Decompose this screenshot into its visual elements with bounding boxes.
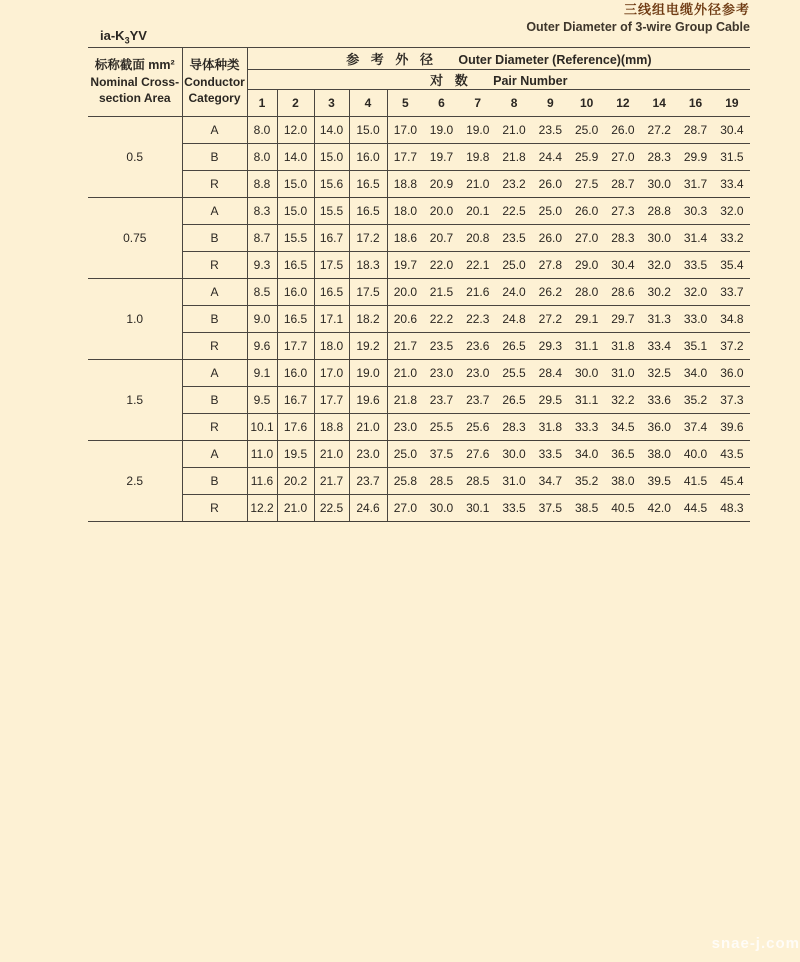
value-cell: 8.3 — [247, 198, 277, 225]
value-cell: 27.5 — [568, 171, 604, 198]
value-cell: 30.0 — [568, 360, 604, 387]
table-row-0.5-B — [88, 144, 750, 171]
value-cell: 28.7 — [605, 171, 641, 198]
table-row-0.75-B — [88, 225, 750, 252]
value-cell: 33.6 — [641, 387, 677, 414]
model-suffix: YV — [129, 28, 147, 43]
category-cell: B — [182, 306, 247, 333]
value-cell: 27.0 — [605, 144, 641, 171]
pair-number-14: 14 — [641, 90, 677, 117]
value-cell: 28.3 — [496, 414, 532, 441]
value-cell: 33.7 — [714, 279, 751, 306]
pair-number-7: 7 — [460, 90, 496, 117]
value-cell: 36.0 — [714, 360, 751, 387]
header-outer-diameter — [247, 48, 750, 70]
value-cell: 31.3 — [641, 306, 677, 333]
value-cell: 24.0 — [496, 279, 532, 306]
value-cell: 19.0 — [349, 360, 387, 387]
value-cell: 32.0 — [677, 279, 713, 306]
value-cell: 31.1 — [568, 333, 604, 360]
value-cell: 21.0 — [277, 495, 314, 522]
header-conductor-en2: Category — [188, 91, 241, 106]
value-cell: 28.6 — [605, 279, 641, 306]
value-cell: 19.7 — [423, 144, 459, 171]
value-cell: 19.0 — [423, 117, 459, 144]
value-cell: 39.6 — [714, 414, 751, 441]
value-cell: 25.0 — [532, 198, 568, 225]
value-cell: 31.0 — [496, 468, 532, 495]
value-cell: 30.3 — [677, 198, 713, 225]
value-cell: 25.5 — [423, 414, 459, 441]
value-cell: 32.5 — [641, 360, 677, 387]
value-cell: 17.5 — [314, 252, 349, 279]
value-cell: 34.8 — [714, 306, 751, 333]
category-cell: A — [182, 441, 247, 468]
header-nominal-zh: 标称截面 mm² — [94, 58, 175, 73]
value-cell: 17.0 — [314, 360, 349, 387]
value-cell: 15.0 — [314, 144, 349, 171]
value-cell: 15.0 — [349, 117, 387, 144]
value-cell: 33.4 — [641, 333, 677, 360]
category-cell: A — [182, 279, 247, 306]
table-row-2.5-A — [88, 441, 750, 468]
value-cell: 27.3 — [605, 198, 641, 225]
value-cell: 26.5 — [496, 333, 532, 360]
value-cell: 18.3 — [349, 252, 387, 279]
value-cell: 31.4 — [677, 225, 713, 252]
pair-number-8: 8 — [496, 90, 532, 117]
value-cell: 23.0 — [349, 441, 387, 468]
value-cell: 23.7 — [423, 387, 459, 414]
category-cell: B — [182, 144, 247, 171]
value-cell: 24.6 — [349, 495, 387, 522]
value-cell: 16.0 — [277, 360, 314, 387]
pair-number-16: 16 — [677, 90, 713, 117]
value-cell: 8.0 — [247, 144, 277, 171]
value-cell: 37.2 — [714, 333, 751, 360]
value-cell: 28.3 — [605, 225, 641, 252]
value-cell: 29.1 — [568, 306, 604, 333]
value-cell: 17.7 — [277, 333, 314, 360]
value-cell: 23.7 — [460, 387, 496, 414]
value-cell: 34.5 — [605, 414, 641, 441]
table-row-0.5-R — [88, 171, 750, 198]
header-nominal-en2: section Area — [98, 91, 171, 106]
value-cell: 30.1 — [460, 495, 496, 522]
model-subscript: 3 — [124, 35, 130, 46]
watermark: snae-j.com — [711, 935, 800, 952]
value-cell: 25.9 — [568, 144, 604, 171]
value-cell: 26.0 — [605, 117, 641, 144]
value-cell: 16.5 — [277, 306, 314, 333]
value-cell: 16.0 — [349, 144, 387, 171]
value-cell: 30.2 — [641, 279, 677, 306]
value-cell: 9.0 — [247, 306, 277, 333]
value-cell: 20.6 — [387, 306, 423, 333]
value-cell: 23.2 — [496, 171, 532, 198]
category-cell: R — [182, 252, 247, 279]
value-cell: 31.1 — [568, 387, 604, 414]
pair-number-5: 5 — [387, 90, 423, 117]
value-cell: 41.5 — [677, 468, 713, 495]
value-cell: 21.0 — [496, 117, 532, 144]
value-cell: 22.0 — [423, 252, 459, 279]
value-cell: 24.8 — [496, 306, 532, 333]
value-cell: 21.7 — [314, 468, 349, 495]
value-cell: 33.5 — [677, 252, 713, 279]
category-cell: B — [182, 468, 247, 495]
value-cell: 26.0 — [532, 225, 568, 252]
value-cell: 38.0 — [605, 468, 641, 495]
value-cell: 36.5 — [605, 441, 641, 468]
table-row-1.5-R — [88, 414, 750, 441]
value-cell: 21.0 — [387, 360, 423, 387]
value-cell: 20.0 — [423, 198, 459, 225]
value-cell: 33.3 — [568, 414, 604, 441]
value-cell: 17.6 — [277, 414, 314, 441]
value-cell: 11.6 — [247, 468, 277, 495]
category-cell: A — [182, 198, 247, 225]
value-cell: 30.0 — [423, 495, 459, 522]
value-cell: 21.0 — [349, 414, 387, 441]
value-cell: 28.5 — [423, 468, 459, 495]
value-cell: 25.5 — [496, 360, 532, 387]
value-cell: 18.8 — [387, 171, 423, 198]
value-cell: 25.0 — [568, 117, 604, 144]
value-cell: 15.5 — [314, 198, 349, 225]
value-cell: 19.8 — [460, 144, 496, 171]
value-cell: 14.0 — [277, 144, 314, 171]
header-row-outer — [88, 48, 750, 70]
value-cell: 40.5 — [605, 495, 641, 522]
value-cell: 15.5 — [277, 225, 314, 252]
category-cell: A — [182, 360, 247, 387]
category-cell: R — [182, 333, 247, 360]
value-cell: 29.7 — [605, 306, 641, 333]
value-cell: 40.0 — [677, 441, 713, 468]
value-cell: 16.5 — [349, 171, 387, 198]
value-cell: 32.0 — [714, 198, 751, 225]
table-row-2.5-R — [88, 495, 750, 522]
value-cell: 26.2 — [532, 279, 568, 306]
header-nominal-cross-section — [88, 48, 182, 117]
value-cell: 22.3 — [460, 306, 496, 333]
value-cell: 27.2 — [532, 306, 568, 333]
value-cell: 30.0 — [641, 171, 677, 198]
value-cell: 28.3 — [641, 144, 677, 171]
pair-number-19: 19 — [714, 90, 751, 117]
header-nominal-en1: Nominal Cross- — [90, 75, 180, 90]
value-cell: 20.7 — [423, 225, 459, 252]
value-cell: 12.0 — [277, 117, 314, 144]
value-cell: 15.0 — [277, 171, 314, 198]
value-cell: 23.0 — [423, 360, 459, 387]
value-cell: 21.6 — [460, 279, 496, 306]
model-prefix: ia-K — [100, 28, 125, 43]
value-cell: 23.6 — [460, 333, 496, 360]
value-cell: 33.5 — [532, 441, 568, 468]
value-cell: 20.8 — [460, 225, 496, 252]
value-cell: 45.4 — [714, 468, 751, 495]
pair-number-1: 1 — [247, 90, 277, 117]
area-cell: 1.5 — [88, 360, 182, 441]
value-cell: 34.0 — [677, 360, 713, 387]
outer-diameter-table — [88, 47, 750, 522]
cable-model-label — [100, 28, 147, 46]
value-cell: 17.7 — [387, 144, 423, 171]
value-cell: 19.0 — [460, 117, 496, 144]
value-cell: 8.0 — [247, 117, 277, 144]
value-cell: 16.5 — [349, 198, 387, 225]
value-cell: 22.2 — [423, 306, 459, 333]
value-cell: 25.8 — [387, 468, 423, 495]
value-cell: 33.5 — [496, 495, 532, 522]
value-cell: 17.0 — [387, 117, 423, 144]
value-cell: 34.0 — [568, 441, 604, 468]
value-cell: 18.0 — [314, 333, 349, 360]
value-cell: 29.5 — [532, 387, 568, 414]
value-cell: 35.2 — [568, 468, 604, 495]
category-cell: R — [182, 495, 247, 522]
value-cell: 20.2 — [277, 468, 314, 495]
value-cell: 17.5 — [349, 279, 387, 306]
value-cell: 17.1 — [314, 306, 349, 333]
value-cell: 42.0 — [641, 495, 677, 522]
value-cell: 19.5 — [277, 441, 314, 468]
value-cell: 39.5 — [641, 468, 677, 495]
value-cell: 12.2 — [247, 495, 277, 522]
value-cell: 20.0 — [387, 279, 423, 306]
header-conductor-category — [182, 48, 247, 117]
value-cell: 25.6 — [460, 414, 496, 441]
value-cell: 31.8 — [532, 414, 568, 441]
value-cell: 33.2 — [714, 225, 751, 252]
value-cell: 30.0 — [496, 441, 532, 468]
value-cell: 28.8 — [641, 198, 677, 225]
value-cell: 17.2 — [349, 225, 387, 252]
value-cell: 36.0 — [641, 414, 677, 441]
table-row-1.0-A — [88, 279, 750, 306]
value-cell: 23.5 — [423, 333, 459, 360]
header-pair-number-zh: 对 数 — [430, 73, 472, 88]
value-cell: 11.0 — [247, 441, 277, 468]
table-row-1.0-B — [88, 306, 750, 333]
value-cell: 22.1 — [460, 252, 496, 279]
value-cell: 26.0 — [532, 171, 568, 198]
value-cell: 37.5 — [532, 495, 568, 522]
value-cell: 8.7 — [247, 225, 277, 252]
value-cell: 19.7 — [387, 252, 423, 279]
value-cell: 18.2 — [349, 306, 387, 333]
value-cell: 23.7 — [349, 468, 387, 495]
value-cell: 31.7 — [677, 171, 713, 198]
header-pair-number-en: Pair Number — [493, 74, 568, 88]
category-cell: B — [182, 225, 247, 252]
value-cell: 25.0 — [496, 252, 532, 279]
value-cell: 35.4 — [714, 252, 751, 279]
value-cell: 37.3 — [714, 387, 751, 414]
table-row-0.75-A — [88, 198, 750, 225]
value-cell: 9.3 — [247, 252, 277, 279]
table-row-1.5-B — [88, 387, 750, 414]
value-cell: 29.3 — [532, 333, 568, 360]
category-cell: R — [182, 171, 247, 198]
pair-number-4: 4 — [349, 90, 387, 117]
pair-number-10: 10 — [568, 90, 604, 117]
value-cell: 30.4 — [605, 252, 641, 279]
value-cell: 30.4 — [714, 117, 751, 144]
value-cell: 31.8 — [605, 333, 641, 360]
category-cell: B — [182, 387, 247, 414]
page-header — [526, 2, 750, 36]
value-cell: 26.0 — [568, 198, 604, 225]
value-cell: 33.0 — [677, 306, 713, 333]
value-cell: 9.1 — [247, 360, 277, 387]
table-row-1.0-R — [88, 333, 750, 360]
value-cell: 31.0 — [605, 360, 641, 387]
value-cell: 21.7 — [387, 333, 423, 360]
value-cell: 16.0 — [277, 279, 314, 306]
value-cell: 16.5 — [314, 279, 349, 306]
value-cell: 19.2 — [349, 333, 387, 360]
value-cell: 18.0 — [387, 198, 423, 225]
area-cell: 0.5 — [88, 117, 182, 198]
value-cell: 16.5 — [277, 252, 314, 279]
value-cell: 31.5 — [714, 144, 751, 171]
value-cell: 23.0 — [460, 360, 496, 387]
value-cell: 18.8 — [314, 414, 349, 441]
value-cell: 27.2 — [641, 117, 677, 144]
category-cell: R — [182, 414, 247, 441]
pair-number-9: 9 — [532, 90, 568, 117]
value-cell: 22.5 — [314, 495, 349, 522]
value-cell: 48.3 — [714, 495, 751, 522]
value-cell: 9.5 — [247, 387, 277, 414]
value-cell: 34.7 — [532, 468, 568, 495]
table-row-2.5-B — [88, 468, 750, 495]
value-cell: 28.0 — [568, 279, 604, 306]
value-cell: 20.1 — [460, 198, 496, 225]
table-row-0.75-R — [88, 252, 750, 279]
value-cell: 18.6 — [387, 225, 423, 252]
value-cell: 16.7 — [277, 387, 314, 414]
header-pair-number — [247, 70, 750, 90]
value-cell: 29.9 — [677, 144, 713, 171]
value-cell: 14.0 — [314, 117, 349, 144]
pair-number-3: 3 — [314, 90, 349, 117]
value-cell: 23.0 — [387, 414, 423, 441]
value-cell: 32.0 — [641, 252, 677, 279]
value-cell: 27.6 — [460, 441, 496, 468]
value-cell: 15.6 — [314, 171, 349, 198]
area-cell: 1.0 — [88, 279, 182, 360]
pair-number-6: 6 — [423, 90, 459, 117]
value-cell: 22.5 — [496, 198, 532, 225]
table-row-1.5-A — [88, 360, 750, 387]
value-cell: 28.5 — [460, 468, 496, 495]
category-cell: A — [182, 117, 247, 144]
value-cell: 27.0 — [568, 225, 604, 252]
value-cell: 35.2 — [677, 387, 713, 414]
value-cell: 35.1 — [677, 333, 713, 360]
value-cell: 26.5 — [496, 387, 532, 414]
value-cell: 23.5 — [496, 225, 532, 252]
value-cell: 27.0 — [387, 495, 423, 522]
table-header — [88, 48, 750, 117]
header-conductor-zh: 导体种类 — [189, 58, 240, 73]
value-cell: 21.5 — [423, 279, 459, 306]
value-cell: 9.6 — [247, 333, 277, 360]
value-cell: 44.5 — [677, 495, 713, 522]
table-row-0.5-A — [88, 117, 750, 144]
header-conductor-en1: Conductor — [184, 75, 245, 90]
value-cell: 24.4 — [532, 144, 568, 171]
value-cell: 37.4 — [677, 414, 713, 441]
header-outer-diameter-en: Outer Diameter (Reference)(mm) — [458, 53, 652, 67]
value-cell: 19.6 — [349, 387, 387, 414]
value-cell: 30.0 — [641, 225, 677, 252]
value-cell: 21.8 — [387, 387, 423, 414]
value-cell: 16.7 — [314, 225, 349, 252]
value-cell: 23.5 — [532, 117, 568, 144]
value-cell: 27.8 — [532, 252, 568, 279]
area-cell: 0.75 — [88, 198, 182, 279]
value-cell: 33.4 — [714, 171, 751, 198]
value-cell: 25.0 — [387, 441, 423, 468]
header-outer-diameter-zh: 参 考 外 径 — [346, 52, 438, 67]
value-cell: 37.5 — [423, 441, 459, 468]
value-cell: 17.7 — [314, 387, 349, 414]
value-cell: 20.9 — [423, 171, 459, 198]
value-cell: 29.0 — [568, 252, 604, 279]
value-cell: 32.2 — [605, 387, 641, 414]
value-cell: 21.0 — [460, 171, 496, 198]
value-cell: 21.0 — [314, 441, 349, 468]
value-cell: 15.0 — [277, 198, 314, 225]
table-body — [88, 117, 750, 522]
value-cell: 21.8 — [496, 144, 532, 171]
value-cell: 28.4 — [532, 360, 568, 387]
value-cell: 28.7 — [677, 117, 713, 144]
pair-number-2: 2 — [277, 90, 314, 117]
value-cell: 8.8 — [247, 171, 277, 198]
value-cell: 38.5 — [568, 495, 604, 522]
area-cell: 2.5 — [88, 441, 182, 522]
page-title-en: Outer Diameter of 3-wire Group Cable — [526, 20, 750, 35]
value-cell: 43.5 — [714, 441, 751, 468]
pair-number-12: 12 — [605, 90, 641, 117]
page-title-zh: 三线组电缆外径参考 — [623, 2, 750, 17]
value-cell: 38.0 — [641, 441, 677, 468]
value-cell: 8.5 — [247, 279, 277, 306]
value-cell: 10.1 — [247, 414, 277, 441]
